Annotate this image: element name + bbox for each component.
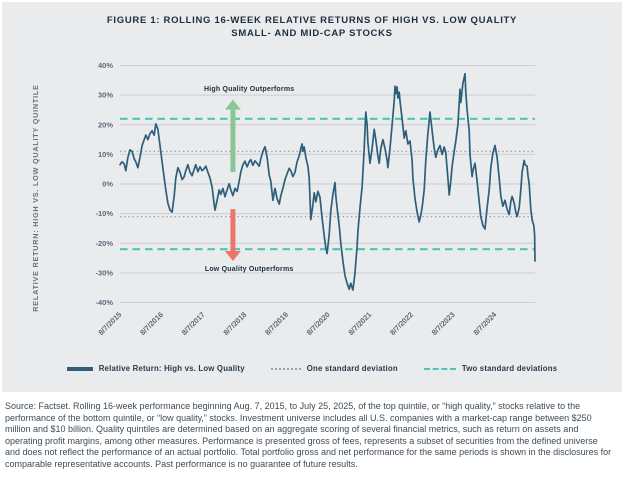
y-tick-label: 30% xyxy=(97,90,113,100)
legend-label-two-std: Two standard deviations xyxy=(461,364,558,373)
figure-title-line2: SMALL- AND MID-CAP STOCKS xyxy=(231,28,393,39)
x-tick-label: 8/7/2021 xyxy=(346,310,374,338)
up-arrow-head-icon xyxy=(225,100,241,110)
annotation-text: Low Quality Outperforms xyxy=(204,266,294,274)
chart-legend xyxy=(2,364,622,373)
y-tick-label: 40% xyxy=(97,61,113,71)
legend-swatch-dashed-line-icon xyxy=(424,368,456,370)
x-tick-label: 8/7/2023 xyxy=(429,310,457,338)
x-tick-label: 8/7/2015 xyxy=(96,310,124,338)
figure-title xyxy=(2,14,622,40)
x-tick-label: 8/7/2019 xyxy=(263,310,291,338)
chart-plot xyxy=(2,52,624,392)
y-tick-label: 10% xyxy=(97,149,113,159)
x-tick-label: 8/7/2024 xyxy=(471,310,499,338)
y-tick-label: -10% xyxy=(95,209,113,219)
legend-item-relative-return xyxy=(67,364,245,373)
legend-label-one-std: One standard deviation xyxy=(306,364,398,373)
legend-swatch-dotted-line-icon xyxy=(271,368,301,370)
figure-card xyxy=(2,2,622,392)
x-tick-label: 8/7/2018 xyxy=(221,310,249,338)
x-tick-label: 8/7/2017 xyxy=(179,310,207,338)
y-axis-title: RELATIVE RETURN: HIGH VS. LOW QUALITY QUINTILE xyxy=(31,84,40,312)
figure-title-line1: FIGURE 1: ROLLING 16-WEEK RELATIVE RETURNS OF HIGH VS. LOW QUALITY xyxy=(106,15,518,26)
y-tick-label: 0% xyxy=(102,179,113,189)
legend-item-one-std xyxy=(271,364,398,373)
series-line xyxy=(120,74,535,290)
legend-item-two-std xyxy=(424,364,557,373)
y-tick-label: -30% xyxy=(95,268,113,278)
y-tick-label: -40% xyxy=(95,298,113,308)
legend-swatch-solid-line-icon xyxy=(67,367,93,371)
down-arrow-head-icon xyxy=(225,251,241,261)
x-tick-label: 8/7/2016 xyxy=(138,310,166,338)
y-tick-label: 20% xyxy=(97,120,113,130)
y-tick-label: -20% xyxy=(95,238,113,248)
source-note: Source: Factset. Rolling 16-week performance beginning Aug. 7, 2015, to July 25, 2025, of the top quintile, or “high quality,” stocks relative to the performance of the bottom quintile, or “low quality,” stocks. Investment universe includes all U.S. companies with a market-cap range between $250 million and $10 billion. Quality quintiles are determined based on an aggregate scoring of several financial metrics, such as return on assets and operating profit margins, among other measures. Performance is presented gross of fees, represents a subset of securities from the defined universe and does not reflect the performance of an actual portfolio. Total portfolio gross and net performance for the same periods is shown in the disclosures for comparable representative accounts. Past performance is no guarantee of future results. xyxy=(5,401,612,469)
x-tick-label: 8/7/2020 xyxy=(304,310,332,338)
x-tick-label: 8/7/2022 xyxy=(388,310,416,338)
legend-label-relative-return: Relative Return: High vs. Low Quality xyxy=(98,364,245,373)
annotation-text: High Quality Outperforms xyxy=(203,86,295,94)
